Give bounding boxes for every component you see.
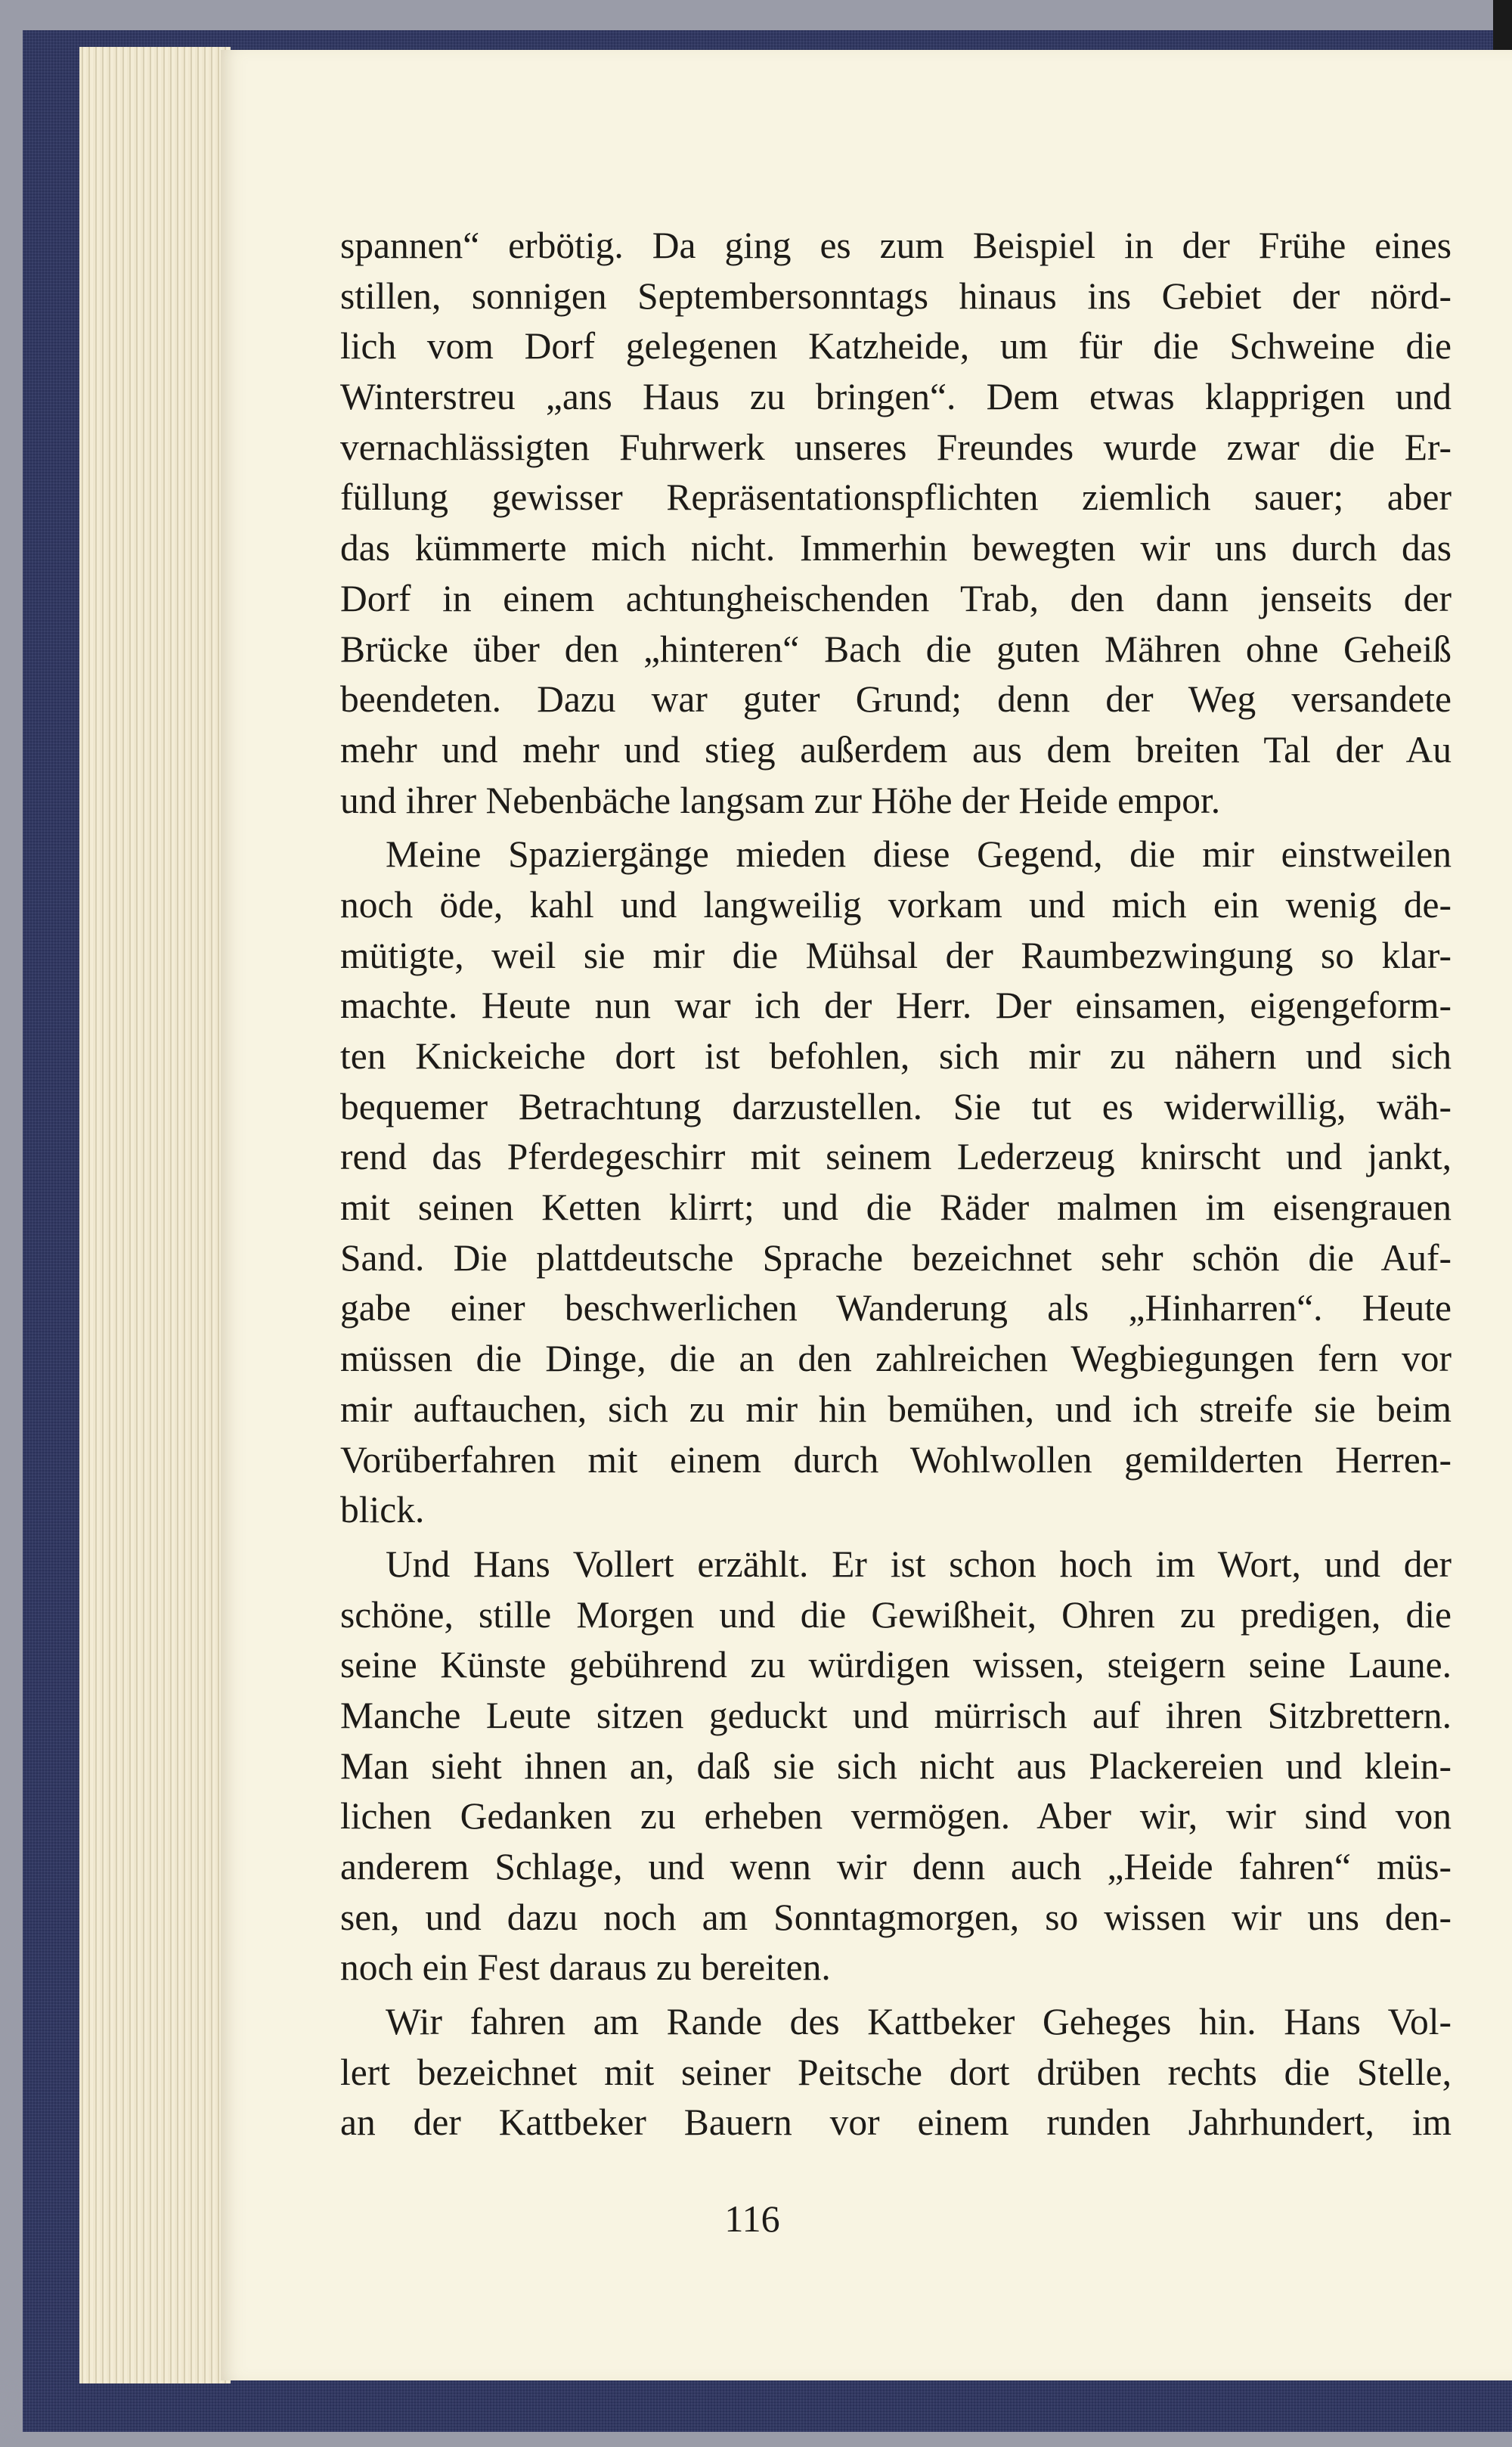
text-line: schöne, stille Morgen und die Gewißheit, Ohren zu predigen, die xyxy=(340,1593,1452,1636)
text-line: an der Kattbeker Bauern vor einem runden Jahrhundert, im xyxy=(340,2101,1452,2144)
text-line: mütigte, weil sie mir die Mühsal der Raumbezwingung so klar- xyxy=(340,934,1452,976)
text-line: spannen“ erbötig. Da ging es zum Beispiel in der Frühe eines xyxy=(340,225,1452,266)
paragraph-4 xyxy=(340,1997,1452,2148)
text-line: anderem Schlage, und wenn wir denn auch „Heide fahren“ müs- xyxy=(340,1846,1452,1887)
text-line: Vorüberfahren mit einem durch Wohlwollen gemilderten Herren- xyxy=(340,1438,1452,1481)
text-line: mehr und mehr und stieg außerdem aus dem breiten Tal der Au xyxy=(340,728,1452,771)
text-line: sen, und dazu noch am Sonntagmorgen, so wissen wir uns den- xyxy=(340,1896,1452,1938)
book-spine-edge xyxy=(1493,0,1512,53)
text-line: Brücke über den „hinteren“ Bach die guten Mähren ohne Geheiß xyxy=(340,628,1452,670)
text-line: mit seinen Ketten klirrt; und die Räder malmen im eisengrauen xyxy=(340,1186,1452,1229)
text-line: lichen Gedanken zu erheben vermögen. Aber wir, wir sind von xyxy=(340,1795,1452,1838)
text-line: Dorf in einem achtungheischenden Trab, den dann jenseits der xyxy=(340,577,1452,619)
text-line: rend das Pferdegeschirr mit seinem Lederzeug knirscht und jankt, xyxy=(340,1136,1452,1178)
text-line: Sand. Die plattdeutsche Sprache bezeichnet sehr schön die Auf- xyxy=(340,1236,1452,1279)
text-line: mir auftauchen, sich zu mir hin bemühen, und ich streife sie beim xyxy=(340,1388,1452,1430)
text-line: lert bezeichnet mit seiner Peitsche dort drüben rechts die Stelle, xyxy=(340,2051,1452,2093)
text-line: ten Knickeiche dort ist befohlen, sich mir zu nähern und sich xyxy=(340,1035,1452,1077)
text-line: Und Hans Vollert erzählt. Er ist schon hoch im Wort, und der xyxy=(386,1543,1452,1585)
text-line: Winterstreu „ans Haus zu bringen“. Dem etwas klapprigen und xyxy=(340,376,1452,418)
text-line: machte. Heute nun war ich der Herr. Der einsamen, eigengeform- xyxy=(340,985,1452,1027)
text-line: füllung gewisser Repräsentationspflichten ziemlich sauer; aber xyxy=(340,476,1452,519)
text-line: müssen die Dinge, die an den zahlreichen Wegbiegungen fern vor xyxy=(340,1338,1452,1380)
text-line: vernachlässigten Fuhrwerk unseres Freundes wurde zwar die Er- xyxy=(340,426,1452,468)
text-line: beendeten. Dazu war guter Grund; denn der Weg versandete xyxy=(340,678,1452,721)
page-edges xyxy=(79,47,231,2383)
text-line: gabe einer beschwerlichen Wanderung als „Hinharren“. Heute xyxy=(340,1287,1452,1329)
text-line: Wir fahren am Rande des Kattbeker Geheges hin. Hans Vol- xyxy=(386,2001,1452,2043)
text-line: und ihrer Nebenbäche langsam zur Höhe der Heide empor. xyxy=(340,779,1221,821)
page-number: 116 xyxy=(724,2197,780,2240)
page-text xyxy=(340,221,1452,2148)
paragraph-2 xyxy=(340,830,1452,1536)
paragraph-1 xyxy=(340,221,1452,826)
text-line: bequemer Betrachtung darzustellen. Sie tut es widerwillig, wäh- xyxy=(340,1085,1452,1127)
paragraph-3 xyxy=(340,1540,1452,1993)
text-line: Manche Leute sitzen geduckt und mürrisch auf ihren Sitzbrettern. xyxy=(340,1694,1452,1736)
text-line: lich vom Dorf gelegenen Katzheide, um für die Schweine die xyxy=(340,325,1452,368)
text-line: das kümmerte mich nicht. Immerhin bewegten wir uns durch das xyxy=(340,527,1452,569)
text-line: blick. xyxy=(340,1489,425,1531)
text-line: Meine Spaziergänge mieden diese Gegend, die mir einstweilen xyxy=(386,833,1452,876)
text-line: noch ein Fest daraus zu bereiten. xyxy=(340,1946,831,1989)
text-line: Man sieht ihnen an, daß sie sich nicht aus Plackereien und klein- xyxy=(340,1745,1452,1787)
text-line: seine Künste gebührend zu würdigen wissen, steigern seine Laune. xyxy=(340,1644,1452,1686)
text-line: stillen, sonnigen Septembersonntags hinaus ins Gebiet der nörd- xyxy=(340,274,1452,317)
text-line: noch öde, kahl und langweilig vorkam und mich ein wenig de- xyxy=(340,883,1452,926)
